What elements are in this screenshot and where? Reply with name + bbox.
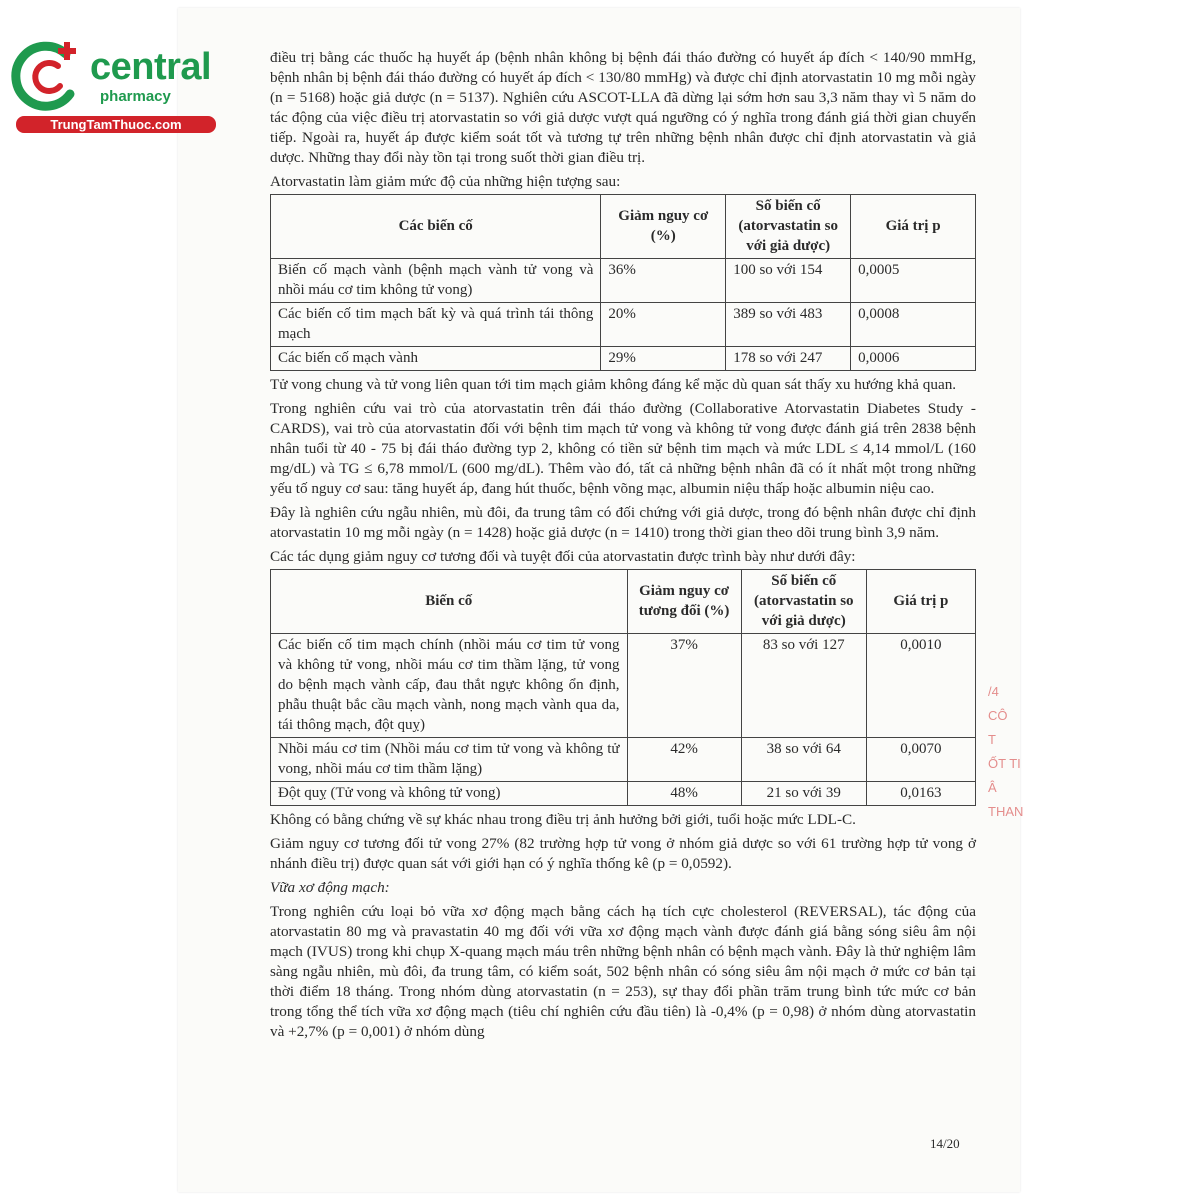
table-cell: 0,0008 <box>851 303 976 347</box>
table-cell: 37% <box>627 634 741 738</box>
table-cell: Các biến cố tim mạch chính (nhồi máu cơ tim tử vong và không tử vong, nhồi máu cơ tim thầm lặng, tử vong do bệnh mạch vành cấp, đau thắt ngực không ổn định, phẫu thuật bắc cầu mạch vành, nong mạch vành qua da, tái thông mạch, đột quỵ) <box>271 634 628 738</box>
table-cell: 0,0163 <box>866 782 975 806</box>
table-cell: Các biến cố tim mạch bất kỳ và quá trình tái thông mạch <box>271 303 601 347</box>
table-header-cell: Giảm nguy cơ (%) <box>601 195 726 259</box>
events-table-ascot <box>270 194 976 371</box>
table-cell: Nhồi máu cơ tim (Nhồi máu cơ tim tử vong và không tử vong, nhồi máu cơ tim thầm lặng) <box>271 738 628 782</box>
table-row <box>271 259 976 303</box>
stamp-fragment: /4 <box>988 684 999 699</box>
table-row <box>271 347 976 371</box>
table-row <box>271 782 976 806</box>
table-cell: 100 so với 154 <box>726 259 851 303</box>
table-cell: 38 so với 64 <box>741 738 866 782</box>
logo-website-banner: TrungTamThuoc.com <box>16 116 216 133</box>
table-row <box>271 634 976 738</box>
table-cell: 36% <box>601 259 726 303</box>
table-header-row <box>271 570 976 634</box>
seal-stamp <box>988 680 1028 840</box>
stamp-fragment: THAN <box>988 804 1024 819</box>
table-row <box>271 738 976 782</box>
logo-mark-icon <box>8 36 88 116</box>
table-cell: 0,0070 <box>866 738 975 782</box>
table-header-row <box>271 195 976 259</box>
table-header-cell: Số biến cố (atorvastatin so với giả dược) <box>726 195 851 259</box>
table-header-cell: Biến cố <box>271 570 628 634</box>
table-header-cell: Số biến cố (atorvastatin so với giả dược) <box>741 570 866 634</box>
table2-caption: Các tác dụng giảm nguy cơ tương đối và tuyệt đối của atorvastatin được trình bày như dưới đây: <box>270 548 856 565</box>
table-cell: Đột quỵ (Tử vong và không tử vong) <box>271 782 628 806</box>
death-paragraph: Giảm nguy cơ tương đối tử vong 27% (82 trường hợp tử vong ở nhóm giả dược so với 61 trường hợp tử vong ở nhánh điều trị) được quan sát với giới hạn có ý nghĩa thống kê (p = 0,0592). <box>270 835 976 872</box>
table-header-cell: Giá trị p <box>866 570 975 634</box>
table-cell: 83 so với 127 <box>741 634 866 738</box>
table-row <box>271 303 976 347</box>
table-cell: 48% <box>627 782 741 806</box>
table-cell: 21 so với 39 <box>741 782 866 806</box>
no-evidence-paragraph: Không có bằng chứng về sự khác nhau trong điều trị ảnh hưởng bởi giới, tuổi hoặc mức LDL-C. <box>270 811 856 828</box>
stamp-fragment: ỐT TI <box>988 756 1021 771</box>
table1-caption: Atorvastatin làm giảm mức độ của những hiện tượng sau: <box>270 173 621 190</box>
central-pharmacy-logo[interactable] <box>8 36 213 136</box>
table-header-cell: Các biến cố <box>271 195 601 259</box>
stamp-fragment: Â <box>988 780 997 795</box>
table-cell: 0,0006 <box>851 347 976 371</box>
stamp-fragment: CÔ <box>988 708 1008 723</box>
logo-brand-sub: pharmacy <box>100 88 171 105</box>
table-cell: 20% <box>601 303 726 347</box>
table-cell: Biến cố mạch vành (bệnh mạch vành tử vong và nhồi máu cơ tim không tử vong) <box>271 259 601 303</box>
logo-brand-name: central <box>90 46 212 88</box>
cards-paragraph: Trong nghiên cứu vai trò của atorvastatin trên đái tháo đường (Collaborative Atorvastatin Diabetes Study - CARDS), vai trò của atorvastatin đối với bệnh tim mạch tử vong và không tử vong được đánh giá trên 2838 bệnh nhân tuổi từ 40 - 75 bị đái tháo đường typ 2, không có tiền sử bệnh tim mạch và mức LDL ≤ 4,14 mmol/L (160 mg/dL) và TG ≤ 6,78 mmol/L (600 mg/dL). Thêm vào đó, tất cả những bệnh nhân đã có ít nhất một trong những yếu tố nguy cơ sau: tăng huyết áp, đang hút thuốc, bệnh võng mạc, albumin niệu thấp hoặc albumin niệu cao. <box>270 400 976 497</box>
stamp-fragment: T <box>988 732 996 747</box>
table-cell: 42% <box>627 738 741 782</box>
reversal-paragraph: Trong nghiên cứu loại bỏ vữa xơ động mạch bằng cách hạ tích cực cholesterol (REVERSAL), tác động của atorvastatin 80 mg và pravastatin 40 mg đối với vữa xơ động mạch vành được đánh giá bằng sóng siêu âm nội mạch (IVUS) trong khi chụp X-quang mạch máu trên những bệnh nhân có bệnh mạch vành. Đây là thử nghiệm lâm sàng ngẫu nhiên, mù đôi, đa trung tâm, có kiểm soát, 502 bệnh nhân có sóng siêu âm nội mạch ở mức cơ bản tại thời điểm 18 tháng. Trong nhóm dùng atorvastatin (n = 253), sự thay đổi phần trăm trung bình tức mức cơ bản trong tổng thể tích vữa xơ động mạch (tiêu chí nghiên cứu đầu tiên) là -0,4% (p = 0,98) ở nhóm dùng atorvastatin và +2,7% (p = 0,001) ở nhóm dùng <box>270 903 976 1040</box>
table-header-cell: Giá trị p <box>851 195 976 259</box>
document-content <box>270 48 976 1046</box>
table-cell: 0,0010 <box>866 634 975 738</box>
table-cell: 389 so với 483 <box>726 303 851 347</box>
table-cell: 29% <box>601 347 726 371</box>
page-number: 14/20 <box>930 1136 960 1151</box>
section-heading-atherosclerosis: Vữa xơ động mạch: <box>270 879 390 896</box>
events-table-cards <box>270 569 976 806</box>
mortality-paragraph: Tử vong chung và tử vong liên quan tới tim mạch giảm không đáng kể mặc dù quan sát thấy xu hướng khả quan. <box>270 376 957 393</box>
table-cell: 178 so với 247 <box>726 347 851 371</box>
table-cell: 0,0005 <box>851 259 976 303</box>
intro-paragraph: điều trị bằng các thuốc hạ huyết áp (bệnh nhân không bị bệnh đái tháo đường có huyết áp đích < 140/90 mmHg, bệnh nhân bị bệnh đái tháo đường có huyết áp đích < 130/80 mmHg) và được chỉ định atorvastatin 10 mg mỗi ngày (n = 5168) hoặc giả dược (n = 5137). Nghiên cứu ASCOT-LLA đã dừng lại sớm hơn sau 3,3 năm thay vì 5 năm do tác động của việc điều trị atorvastatin so với giả dược vượt quá ngưỡng có ý nghĩa trong đánh giá thời gian chuyển tiếp. Ngoài ra, huyết áp được kiểm soát tốt và tương tự trên những bệnh nhân được chỉ định atorvastatin và giả dược. Những thay đổi này tồn tại trong suốt thời gian điều trị. <box>270 49 976 166</box>
table-header-cell: Giảm nguy cơ tương đối (%) <box>627 570 741 634</box>
design-paragraph: Đây là nghiên cứu ngẫu nhiên, mù đôi, đa trung tâm có đối chứng với giả dược, trong đó bệnh nhân được chỉ định atorvastatin 10 mg mỗi ngày (n = 1428) hoặc giả dược (n = 1410) trong thời gian theo dõi trung bình 3,9 năm. <box>270 504 976 541</box>
table-cell: Các biến cố mạch vành <box>271 347 601 371</box>
